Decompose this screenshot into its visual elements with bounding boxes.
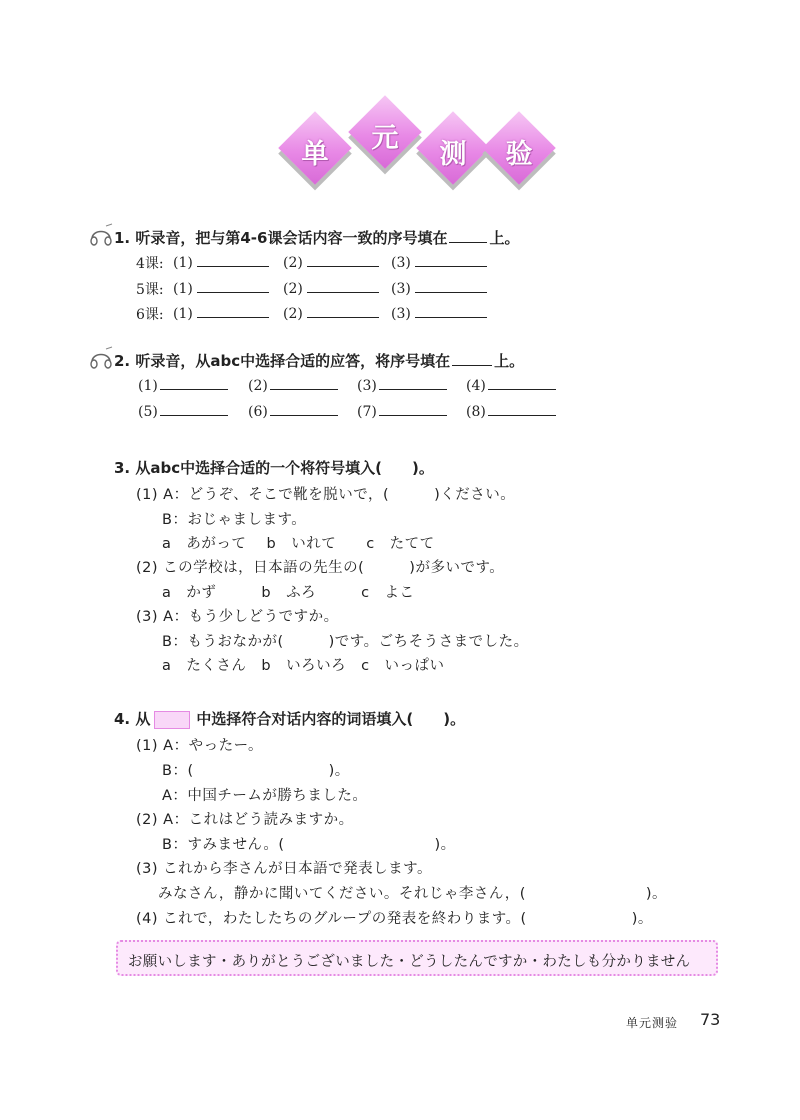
q3-line: B：おじゃまします。 [162, 512, 307, 528]
q2-item: (3) [357, 376, 447, 394]
q1-item: (1) [173, 253, 269, 271]
q1-item: (3) [391, 304, 487, 322]
q2-item: (8) [466, 402, 556, 420]
question-1-title: 1. 听录音，把与第4-6课会话内容一致的序号填在 上。 [114, 229, 520, 247]
q1-item: (2) [283, 304, 379, 322]
q1-item: (2) [283, 253, 379, 271]
q4-line: (1) A：やったー。 [136, 738, 263, 754]
q3-line: B：もうおなかが( )です。ごちそうさまでした。 [162, 634, 529, 650]
question-3-title: 3. 从abc中选择合适的一个将符号填入( )。 [114, 459, 434, 477]
title-char-1: 单 [301, 139, 329, 170]
q1-row-label: 6课: [136, 307, 164, 323]
title-char-4: 验 [505, 139, 533, 170]
q1-item: (2) [283, 279, 379, 297]
title-char-3: 测 [439, 139, 467, 170]
q3-choices: a あがって b いれて c たてて [162, 536, 435, 552]
page-number: 73 [700, 1010, 721, 1029]
q4-line: A：中国チームが勝ちました。 [162, 788, 368, 804]
q4-line: (4) これで，わたしたちのグループの発表を終わります。( )。 [136, 911, 653, 927]
q4-line: B：すみません。( )。 [162, 837, 456, 853]
q1-row-label: 4课: [136, 256, 164, 272]
headphones-icon [88, 222, 114, 248]
unit-test-title [278, 98, 560, 198]
headphones-icon [88, 345, 114, 371]
q3-line: (1) A：どうぞ、そこで靴を脱いで，( )ください。 [136, 487, 516, 503]
title-char-2: 元 [371, 123, 399, 154]
q4-line: B：( )。 [162, 763, 350, 779]
q1-item: (1) [173, 304, 269, 322]
q2-item: (7) [357, 402, 447, 420]
q1-item: (3) [391, 279, 487, 297]
q3-choices: a かず b ふろ c よこ [162, 585, 415, 601]
word-box-marker [154, 711, 190, 729]
q1-item: (3) [391, 253, 487, 271]
q2-item: (2) [248, 376, 338, 394]
q1-row-label: 5课: [136, 282, 164, 298]
q2-item: (5) [138, 402, 228, 420]
q3-line: (3) A：もう少しどうですか。 [136, 609, 339, 625]
word-choices: お願いします・ありがとうございました・どうしたんですか・わたしも分かりません [128, 954, 691, 970]
word-choice-box [116, 940, 718, 976]
q4-line: (2) A：これはどう読みますか。 [136, 812, 354, 828]
q4-line: みなさん，静かに聞いてください。それじゃ李さん，( )。 [158, 886, 668, 902]
q3-choices: a たくさん b いろいろ c いっぱい [162, 658, 445, 674]
footer-section-label: 单元测验 [626, 1016, 679, 1030]
q2-item: (6) [248, 402, 338, 420]
question-4-title: 4. 从 中选择符合对话内容的词语填入( )。 [114, 710, 466, 728]
q2-item: (1) [138, 376, 228, 394]
q4-line: (3) これから李さんが日本語で発表します。 [136, 861, 432, 877]
q3-line: (2) この学校は，日本語の先生の( )が多いです。 [136, 560, 505, 576]
q1-item: (1) [173, 279, 269, 297]
question-2-title: 2. 听录音，从abc中选择合适的应答，将序号填在 上。 [114, 352, 525, 370]
q2-item: (4) [466, 376, 556, 394]
